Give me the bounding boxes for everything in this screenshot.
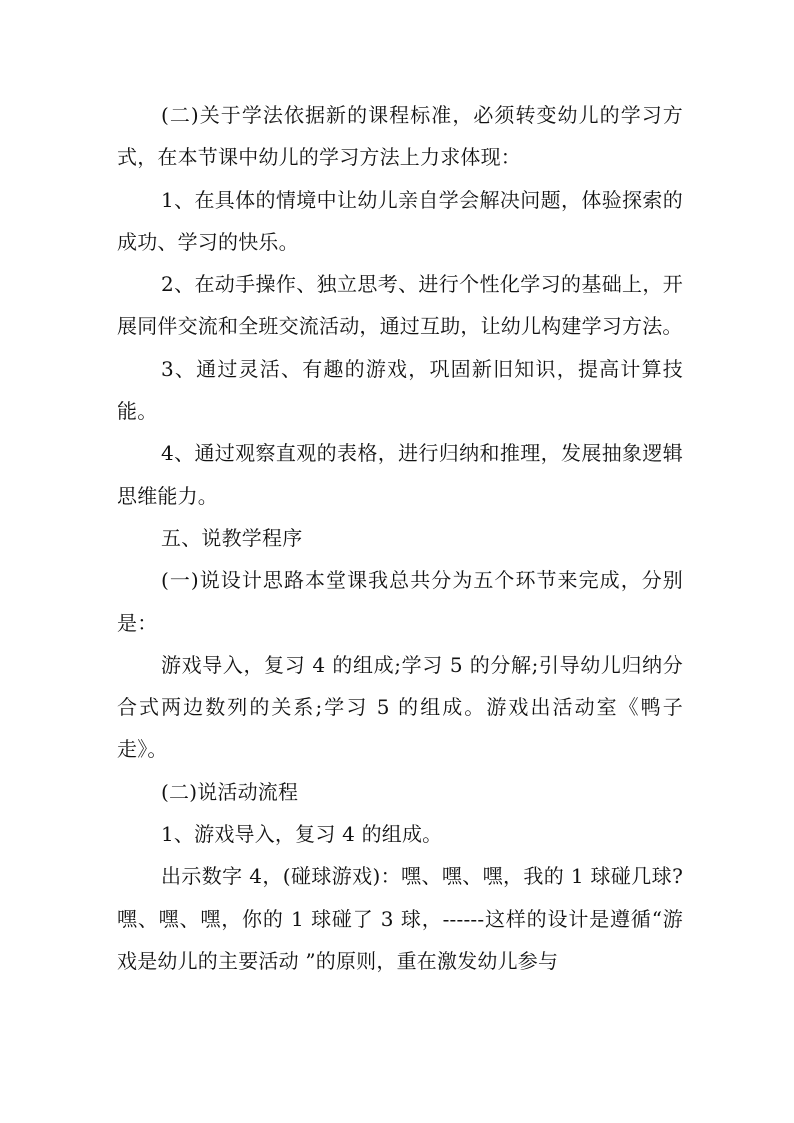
- section-heading-teaching-procedure: 五、说教学程序: [161, 525, 303, 550]
- paragraph-design-idea: (一)说设计思路本堂课我总共分为五个环节来完成，分别是：: [117, 568, 683, 635]
- paragraph-five-stages: 游戏导入，复习 4 的组成;学习 5 的分解;引导幼儿归纳分合式两边数列的关系;学习 5 的组成。游戏出活动室《鸭子走》。: [117, 652, 683, 762]
- paragraph-ball-game: 出示数字 4，(碰球游戏)：嘿、嘿、嘿，我的 1 球碰几球?嘿、嘿、嘿，你的 1 球碰了 3 球，------这样的设计是遵循“游戏是幼儿的主要活动 ”的原则，重在激发幼儿参与: [117, 864, 683, 973]
- paragraph-game-intro: 1、游戏导入，复习 4 的组成。: [161, 822, 443, 847]
- paragraph-point-3: 3、通过灵活、有趣的游戏，巩固新旧知识，提高计算技能。: [117, 356, 683, 424]
- paragraph-point-2: 2、在动手操作、独立思考、进行个性化学习的基础上，开展同伴交流和全班交流活动，通过互助，让幼儿构建学习方法。: [117, 272, 683, 339]
- document-body: [117, 94, 683, 982]
- subheading-activity-flow: (二)说活动流程: [161, 779, 299, 804]
- paragraph-study-method-intro: (二)关于学法依据新的课程标准，必须转变幼儿的学习方式，在本节课中幼儿的学习方法上力求体现：: [117, 103, 683, 170]
- paragraph-point-4: 4、通过观察直观的表格，进行归纳和推理，发展抽象逻辑思维能力。: [117, 441, 683, 508]
- paragraph-point-1: 1、在具体的情境中让幼儿亲自学会解决问题，体验探索的成功、学习的快乐。: [117, 187, 683, 254]
